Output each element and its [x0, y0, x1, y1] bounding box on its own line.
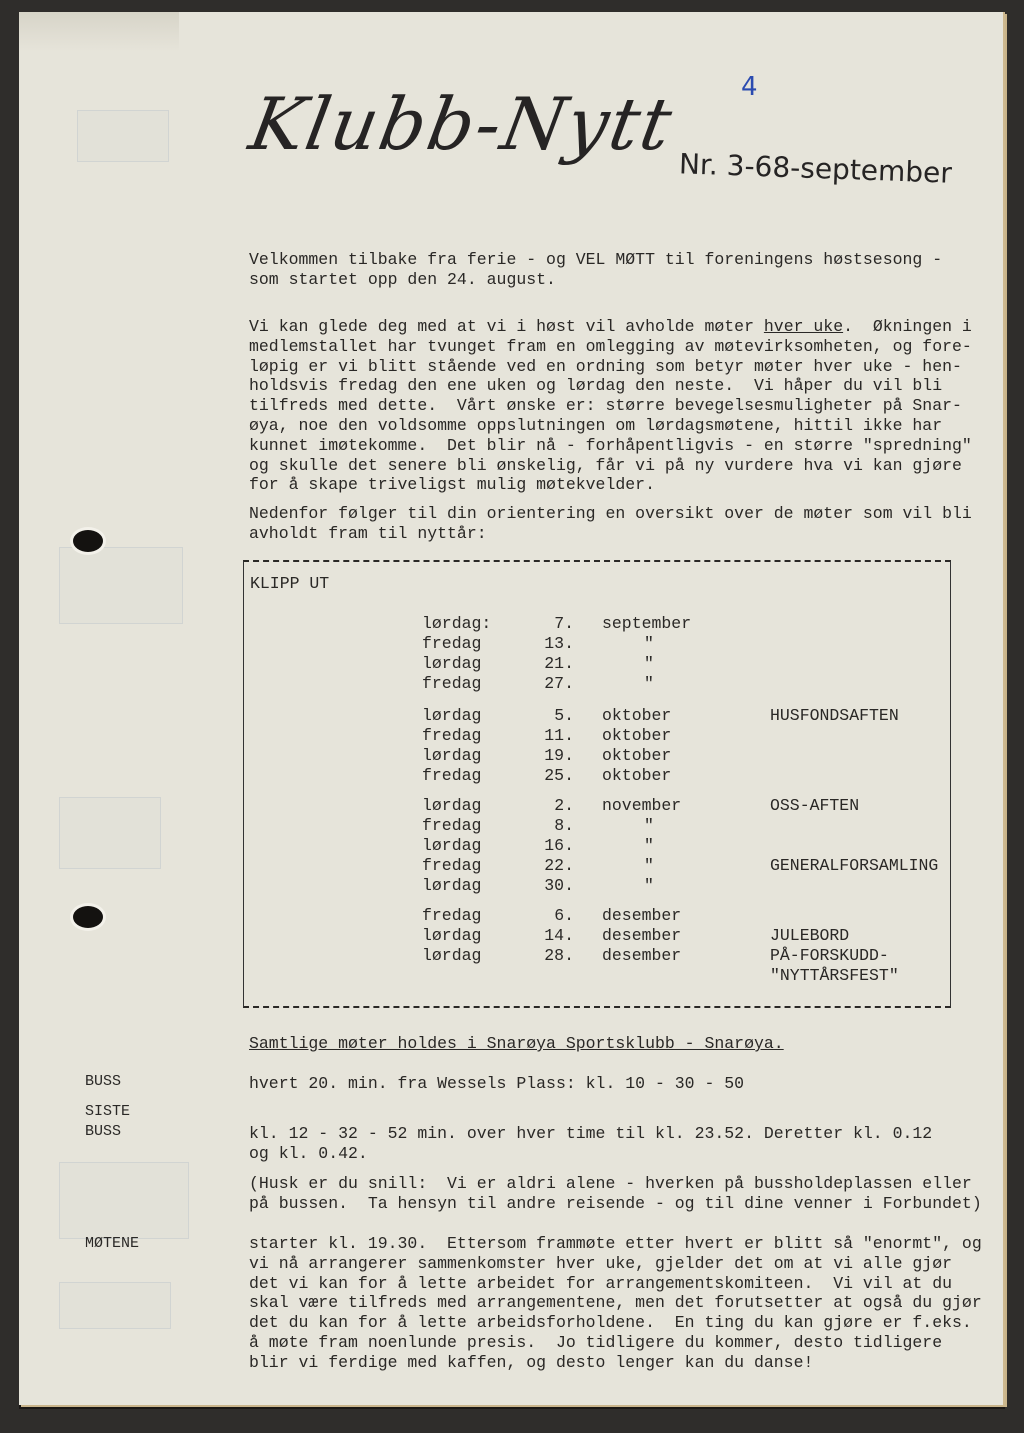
meeting-date: 2. — [554, 796, 574, 815]
meeting-day: fredag — [422, 674, 482, 693]
meeting-day: lørdag — [422, 706, 482, 725]
meeting-month: " — [644, 634, 654, 653]
document-page — [19, 12, 1005, 1405]
meeting-date: 28. — [544, 946, 574, 965]
meeting-month: november — [602, 796, 682, 815]
schedule-row — [244, 946, 950, 985]
meeting-date: 14. — [544, 926, 574, 945]
schedule-row — [244, 876, 950, 896]
bleed-through-box — [59, 1282, 171, 1329]
schedule-row — [244, 836, 950, 856]
label-siste-buss: SISTE BUSS — [85, 1103, 131, 1140]
bleed-through-box — [59, 797, 161, 869]
meeting-month: oktober — [602, 746, 672, 765]
meeting-month: oktober — [602, 706, 672, 725]
meeting-date: 6. — [554, 906, 574, 925]
emphasis-hver-uke: hver uke — [763, 317, 844, 336]
meeting-date: 22. — [544, 856, 574, 875]
meeting-day: lørdag — [422, 926, 482, 945]
meeting-month: " — [644, 654, 654, 673]
masthead-title: Klubb-Nytt — [243, 82, 680, 166]
schedule-row — [244, 926, 950, 946]
meeting-date: 13. — [544, 634, 574, 653]
meeting-date: 19. — [544, 746, 574, 765]
paragraph-2-rest: . Økningen i medlemstallet har tvunget fram en omlegging av møtevirksomheten, og fore- løpig er vi blitt stående ved en ordning som betyr møter hver uke - hen- holdsvis fredag den ene uken og lørdag den neste. Vi håper du vil bli tilfreds med dette. Vårt ønske er: større bevegelsesmuligheter på Snar- øya, noe den voldsomme oppslutningen om lørdagsmøtene, hittil ikke har kunnet imøtekomme. Det blir nå - forhåpentligvis - en større "spredning" og skulle det senere bli ønskelig, får vi på ny vurdere hva vi kan gjøre for å skape triveligst mulig møtekvelder. — [249, 317, 972, 495]
motene-info: starter kl. 19.30. Ettersom frammøte etter hvert er blitt så "enormt", og vi nå arrangerer sammenkomster hver uke, gjelder det om at vi alle gjør det vi kan for å lette arbeidet for arrangementskomiteen. Vi vil at du skal være tilfreds med arrangementene, men det forutsetter at også du gjør det du kan for å lette arbeidsforholdene. En ting du kan gjøre er f.eks. å møte fram noenlunde presis. Jo tidligere du kommer, desto tidligere blir vi ferdige med kaffen, og desto lenger kan du danse! — [249, 1234, 982, 1372]
meeting-event: OSS-AFTEN — [770, 796, 860, 815]
meeting-location: Samtlige møter holdes i Snarøya Sportsklubb - Snarøya. — [249, 1034, 784, 1053]
meeting-date: 5. — [554, 706, 574, 725]
meeting-month: " — [644, 876, 654, 895]
meeting-month: " — [644, 856, 654, 875]
meeting-day: fredag — [422, 816, 482, 835]
meeting-date: 25. — [544, 766, 574, 785]
meeting-day: lørdag — [422, 836, 482, 855]
schedule-row — [244, 674, 950, 694]
punch-hole — [73, 530, 103, 552]
meeting-day: fredag — [422, 766, 482, 785]
meeting-day: fredag — [422, 856, 482, 875]
meeting-month: oktober — [602, 766, 672, 785]
meeting-month: " — [644, 674, 654, 693]
intro-paragraph-3: Nedenfor følger til din orientering en oversikt over de møter som vil bli avholdt fram til nyttår: — [249, 504, 972, 543]
schedule-row — [244, 746, 950, 766]
page-number: 4 — [741, 72, 758, 102]
label-motene: MØTENE — [85, 1235, 140, 1252]
meeting-date: 27. — [544, 674, 574, 693]
schedule-row — [244, 856, 950, 876]
issue-line: Nr. 3-68-september — [678, 147, 953, 190]
schedule-row — [244, 906, 950, 926]
meeting-day: fredag — [422, 726, 482, 745]
buss-info: hvert 20. min. fra Wessels Plass: kl. 10 - 30 - 50 — [249, 1074, 745, 1093]
schedule-row — [244, 706, 950, 726]
cutout-label: KLIPP UT — [250, 574, 330, 593]
meeting-date: 8. — [554, 816, 574, 835]
meeting-month: " — [644, 836, 654, 855]
intro-paragraph-1: Velkommen tilbake fra ferie - og VEL MØTT til foreningens høstsesong - som startet opp den 24. august. — [249, 250, 943, 289]
meeting-date: 11. — [544, 726, 574, 745]
schedule-row — [244, 614, 950, 634]
meeting-date: 30. — [544, 876, 574, 895]
schedule-row — [244, 726, 950, 746]
meeting-event: JULEBORD — [770, 926, 850, 945]
meeting-event: HUSFONDSAFTEN — [770, 706, 899, 725]
schedule-group-desember — [244, 906, 950, 985]
paragraph-2-start: Vi kan glede deg med at vi i høst vil avholde møter — [249, 317, 764, 336]
bleed-through-box — [77, 110, 169, 162]
meeting-month: oktober — [602, 726, 672, 745]
schedule-row — [244, 796, 950, 816]
schedule-group-september — [244, 614, 950, 694]
schedule-cutout-box — [243, 560, 951, 1008]
meeting-event: PÅ-FORSKUDD- "NYTTÅRSFEST" — [770, 946, 899, 985]
husk-note: (Husk er du snill: Vi er aldri alene - hverken på bussholdeplassen eller på bussen. Ta hensyn til andre reisende - og til dine venner i Forbundet) — [249, 1174, 982, 1213]
meeting-day: fredag — [422, 906, 482, 925]
siste-buss-info: kl. 12 - 32 - 52 min. over hver time til kl. 23.52. Deretter kl. 0.12 og kl. 0.42. — [249, 1124, 933, 1163]
meeting-date: 21. — [544, 654, 574, 673]
schedule-group-oktober — [244, 706, 950, 786]
bleed-through-box — [59, 1162, 189, 1239]
meeting-day: lørdag — [422, 746, 482, 765]
schedule-row — [244, 816, 950, 836]
meeting-day: lørdag — [422, 946, 482, 965]
schedule-group-november — [244, 796, 950, 896]
meeting-day: lørdag — [422, 654, 482, 673]
punch-hole — [73, 906, 103, 928]
meeting-month: desember — [602, 906, 682, 925]
label-buss: BUSS — [85, 1073, 122, 1090]
meeting-month: desember — [602, 926, 682, 945]
meeting-day: lørdag — [422, 796, 482, 815]
meeting-day: lørdag: — [422, 614, 492, 633]
intro-paragraph-2 — [249, 317, 989, 495]
schedule-row — [244, 766, 950, 786]
meeting-day: lørdag — [422, 876, 482, 895]
schedule-row — [244, 654, 950, 674]
meeting-month: september — [602, 614, 692, 633]
meeting-event: GENERALFORSAMLING — [770, 856, 939, 875]
meeting-month: " — [644, 816, 654, 835]
meeting-month: desember — [602, 946, 682, 965]
meeting-date: 7. — [554, 614, 574, 633]
meeting-day: fredag — [422, 634, 482, 653]
schedule-row — [244, 634, 950, 654]
bleed-through-box — [59, 547, 183, 624]
meeting-date: 16. — [544, 836, 574, 855]
